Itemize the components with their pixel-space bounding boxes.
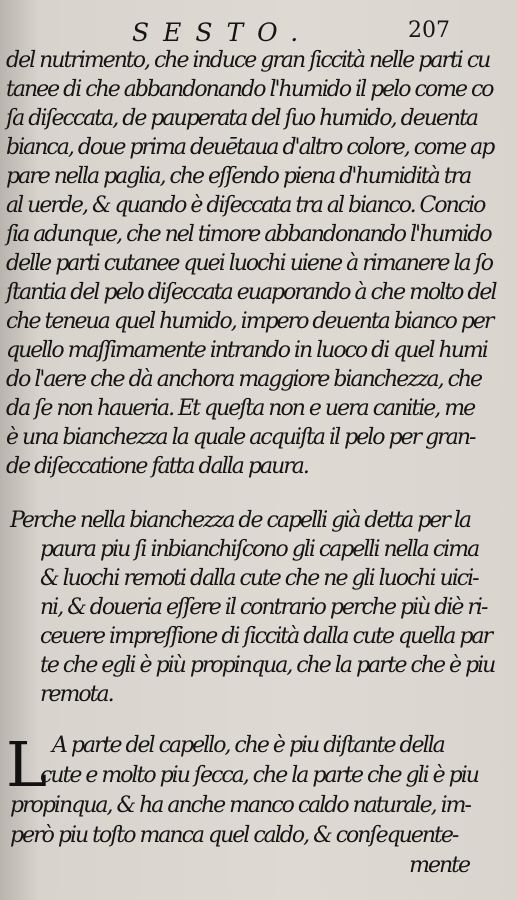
text-line: Perche nella bianchezza de capelli già detta per la	[10, 508, 471, 533]
text-line: A parte del capello, che è piu diſtante della	[52, 733, 444, 758]
text-line: & luochi remoti dalla cute che ne gli luochi uici-	[40, 566, 478, 591]
text-line: ni, & doueria eſſere il contrario perche più diè ri-	[40, 595, 487, 620]
text-line: ſa diſeccata, de pauperata del ſuo humido, deuenta	[6, 106, 478, 131]
drop-cap-initial: L	[6, 728, 48, 801]
text-line: ceuere impreſſione di ſiccità dalla cute quella par	[40, 624, 492, 649]
question-paragraph	[0, 506, 517, 709]
text-line: de diſeccatione fatta dalla paura.	[6, 454, 308, 479]
running-head: SESTO.	[132, 18, 313, 47]
answer-paragraph	[0, 728, 517, 881]
text-line: do l'aere che dà anchora maggiore bianchezza, che	[6, 367, 482, 392]
paragraph-first	[0, 46, 517, 481]
text-line: è una bianchezza la quale acquiſta il pelo per gran-	[6, 425, 475, 450]
text-line: ſtantia del pelo diſeccata euaporando à che molto del	[6, 280, 496, 305]
text-line: bianca, doue prima deuētaua d'altro colore, come ap	[6, 135, 494, 160]
text-line: che teneua quel humido, impero deuenta bianco per	[6, 309, 493, 334]
text-line: cute e molto piu ſecca, che la parte che gli è piu	[40, 763, 478, 788]
text-line: quello maſſimamente intrando in luoco di quel humi	[6, 338, 487, 363]
text-line: pare nella paglia, che eſſendo piena d'humidità tra	[6, 164, 471, 189]
catchword: mente	[409, 853, 469, 878]
text-line: ſia adunque, che nel timore abbandonando l'humido	[6, 222, 491, 247]
text-line: paura piu ſi inbianchiſcono gli capelli nella cima	[40, 537, 479, 562]
text-line: propinqua, & ha anche manco caldo naturale, im-	[10, 793, 470, 818]
text-line: tanee di che abbandonando l'humido il pelo come co	[6, 77, 493, 102]
text-line: da ſe non haueria. Et queſta non e uera canitie, me	[6, 396, 475, 421]
text-line: te che egli è più propinqua, che la parte che è piu	[40, 653, 495, 678]
page-number: 207	[408, 18, 450, 43]
text-line: del nutrimento, che induce gran ſiccità nelle parti cu	[6, 48, 490, 73]
text-line: al uerde, & quando è diſeccata tra al bianco. Concio	[6, 193, 485, 218]
text-line: delle parti cutanee quei luochi uiene à rimanere la ſo	[6, 251, 492, 276]
text-line: però piu toſto manca quel caldo, & conſequente-	[10, 823, 458, 848]
text-line: remota.	[40, 682, 113, 707]
